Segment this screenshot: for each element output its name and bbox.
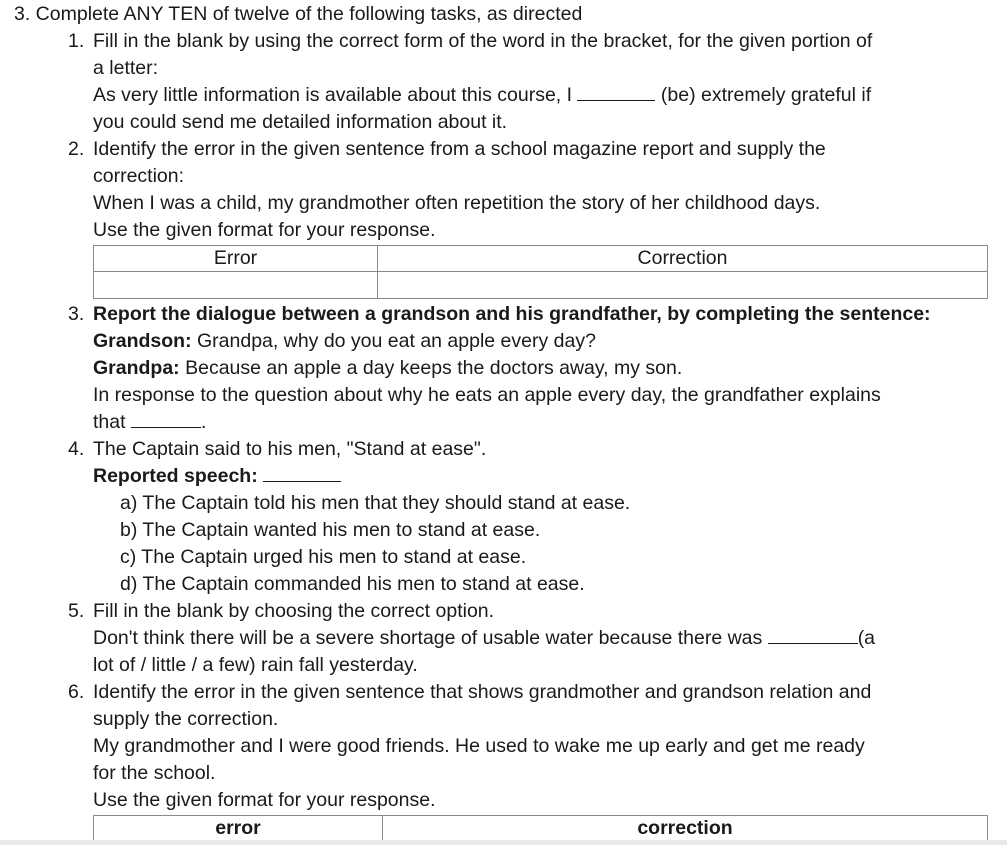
q6-number: 6.: [68, 681, 85, 703]
q1-instruction-line2: a letter:: [93, 57, 159, 79]
table-row: [94, 816, 988, 842]
q2-instruction-line1: Identify the error in the given sentence from a school magazine report and supply the: [93, 138, 826, 160]
q2-header-error: Error: [94, 246, 378, 272]
q4-option-a[interactable]: a) The Captain told his men that they should stand at ease.: [120, 492, 631, 514]
q6-format-note: Use the given format for your response.: [93, 789, 436, 811]
q6-instruction-line2: supply the correction.: [93, 708, 279, 730]
q5-sentence-line2: lot of / little / a few) rain fall yesterday.: [93, 654, 418, 676]
q4-option-c[interactable]: c) The Captain urged his men to stand at ease.: [120, 546, 527, 568]
q1-answer-blank: [577, 82, 655, 101]
q4-sentence: The Captain said to his men, "Stand at ease".: [93, 438, 487, 460]
q6-sentence-line2: for the school.: [93, 762, 216, 784]
q3-grandson-label: Grandson:: [93, 330, 192, 352]
q2-error-cell[interactable]: [94, 272, 378, 299]
q5-sentence-part1: Don't think there will be a severe shortage of usable water because there was: [93, 627, 768, 649]
q4-reported-label: Reported speech:: [93, 465, 264, 487]
q5-sentence-line1: [93, 625, 875, 652]
q1-instruction-line1: Fill in the blank by using the correct form of the word in the bracket, for the given portion of: [93, 30, 873, 52]
q2-response-table: [93, 245, 988, 299]
section-heading: 3. Complete ANY TEN of twelve of the following tasks, as directed: [14, 3, 583, 25]
q2-instruction-line2: correction:: [93, 165, 185, 187]
q3-grandpa-text: Because an apple a day keeps the doctors away, my son.: [179, 357, 683, 379]
q2-format-note: Use the given format for your response.: [93, 219, 436, 241]
q3-prompt-part2: .: [200, 411, 207, 433]
q3-prompt-part1: that: [93, 411, 131, 433]
q3-instruction: Report the dialogue between a grandson and his grandfather, by completing the sentence:: [93, 303, 931, 325]
q3-prompt-line2: [93, 409, 206, 436]
q3-grandpa-line: [93, 355, 682, 382]
q6-header-correction: correction: [383, 816, 988, 842]
q4-reported-line: [93, 463, 341, 490]
q5-number: 5.: [68, 600, 85, 622]
q3-grandson-text: Grandpa, why do you eat an apple every day?: [191, 330, 596, 352]
q5-sentence-part2: (a: [857, 627, 876, 649]
q5-instruction: Fill in the blank by choosing the correct option.: [93, 600, 495, 622]
q3-grandson-line: [93, 328, 596, 355]
q2-correction-cell[interactable]: [378, 272, 988, 299]
table-row: [94, 246, 988, 272]
table-row: [94, 272, 988, 299]
q2-header-correction: Correction: [378, 246, 988, 272]
q6-sentence-line1: My grandmother and I were good friends. He used to wake me up early and get me ready: [93, 735, 865, 757]
q3-answer-blank: [131, 409, 201, 428]
q1-sentence-line1: [93, 82, 871, 109]
q6-instruction-line1: Identify the error in the given sentence that shows grandmother and grandson relation and: [93, 681, 872, 703]
page-bottom-divider: [0, 840, 1007, 845]
q3-prompt-line1: In response to the question about why he eats an apple every day, the grandfather explains: [93, 384, 881, 406]
q5-answer-blank: [768, 625, 858, 644]
q4-number: 4.: [68, 438, 85, 460]
q2-number: 2.: [68, 138, 85, 160]
q1-sentence-line2: you could send me detailed information about it.: [93, 111, 508, 133]
q4-option-b[interactable]: b) The Captain wanted his men to stand at ease.: [120, 519, 541, 541]
q3-number: 3.: [68, 303, 85, 325]
q6-response-table: [93, 815, 988, 842]
q4-answer-blank: [263, 463, 341, 482]
q3-grandpa-label: Grandpa:: [93, 357, 180, 379]
q1-sentence-part2: (be) extremely grateful if: [655, 84, 872, 106]
q1-number: 1.: [68, 30, 85, 52]
q2-sentence: When I was a child, my grandmother often repetition the story of her childhood days.: [93, 192, 821, 214]
q6-header-error: error: [94, 816, 383, 842]
q4-option-d[interactable]: d) The Captain commanded his men to stand at ease.: [120, 573, 585, 595]
q1-sentence-part1: As very little information is available about this course, I: [93, 84, 578, 106]
